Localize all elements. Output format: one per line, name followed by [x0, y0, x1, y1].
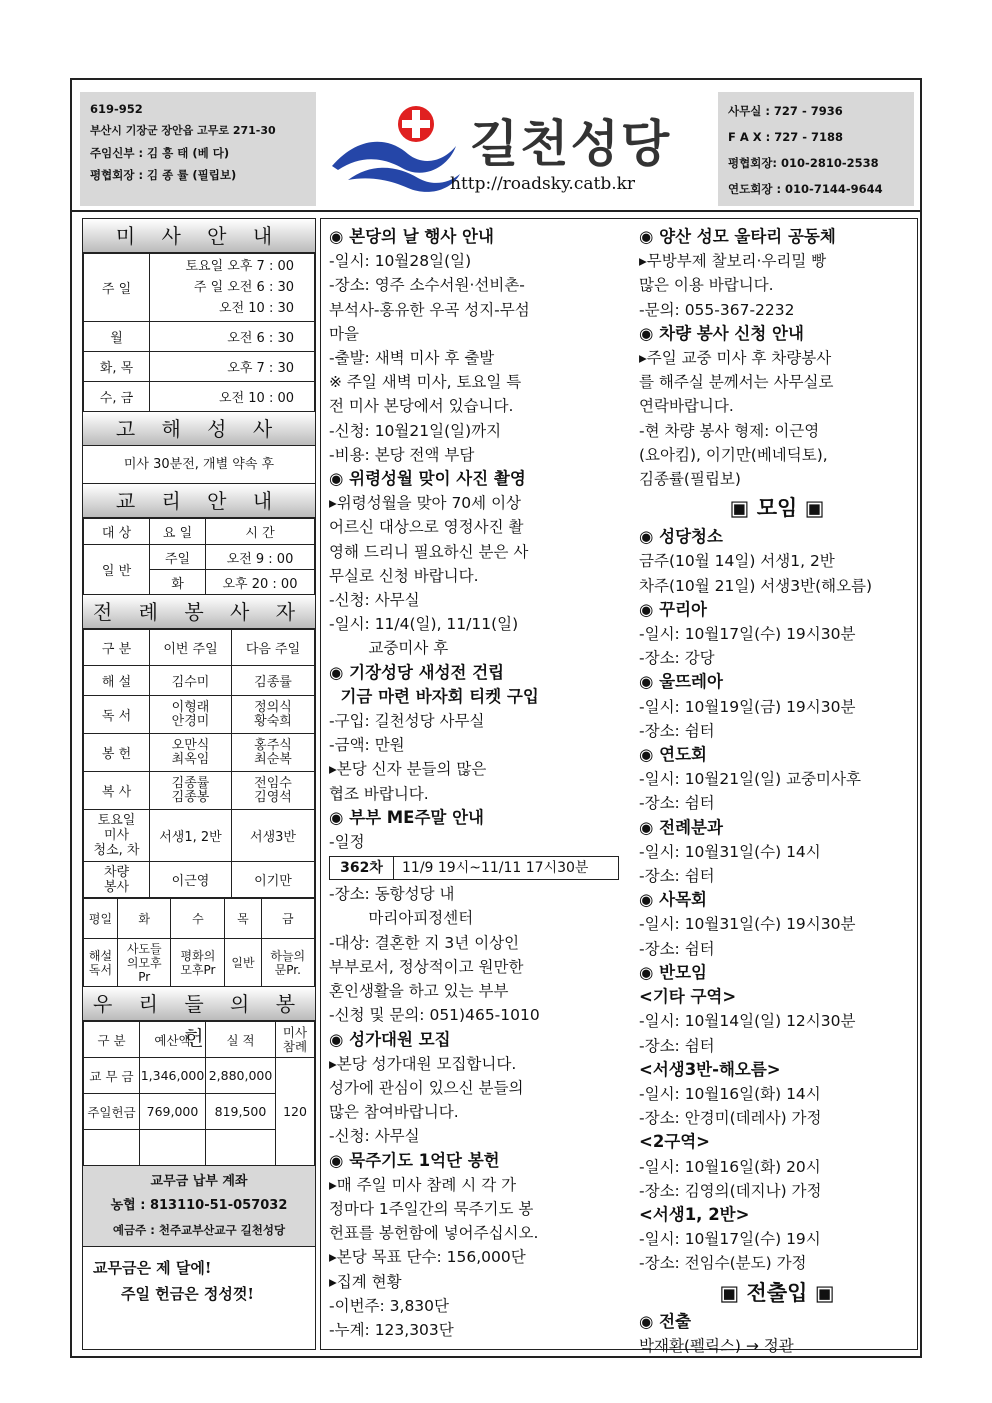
- catechism-day: 주일: [150, 545, 206, 570]
- servers-next: 이기만: [232, 862, 315, 898]
- news-line: -장소: 쉼터: [639, 794, 715, 813]
- news-line: -일시: 10월16일(화) 20시: [639, 1157, 821, 1176]
- news-line: -일시: 10월28일(일): [329, 252, 472, 271]
- section-heading: ◉ 성당청소: [639, 527, 723, 547]
- mass-time: 오전 6 : 30: [150, 322, 315, 352]
- news-line: -일정: [329, 833, 365, 852]
- mass-sunday-label: 주 일: [84, 254, 150, 322]
- note-line: 주일 헌금은 정성껏!: [121, 1285, 254, 1303]
- offering-budget: 769,000: [140, 1094, 206, 1130]
- news-line: (요아킴), 이기만(베네딕토),: [639, 445, 828, 464]
- account-holder: 예금주 : 천주교부산교구 길천성당: [112, 1223, 286, 1237]
- mass-day: 월: [84, 322, 150, 352]
- news-line: -장소: 쉼터: [639, 721, 715, 740]
- servers-this: 서생1, 2반: [150, 810, 232, 862]
- news-line: -장소: 강당: [639, 649, 715, 668]
- group-heading: ▣ 모임 ▣: [729, 496, 825, 521]
- news-line: ▸본당 신자 분들의 많은: [329, 760, 487, 779]
- offering-header: 실 적: [206, 1022, 276, 1058]
- servers-role: 해 설: [84, 666, 150, 696]
- catechism-title: 교 리 안 내: [83, 484, 315, 518]
- weekday-table: [83, 898, 315, 987]
- offering-budget: 1,346,000: [140, 1058, 206, 1094]
- yeondo-phone: 연도회장 : 010-7144-9644: [728, 182, 883, 196]
- news-line: -누계: 123,303단: [329, 1320, 454, 1339]
- news-line: -현 차량 봉사 형제: 이근영: [639, 421, 820, 440]
- schedule-dates: 11/9 19시~11/11 17시30분: [402, 860, 589, 877]
- servers-this: 김종률 김종봉: [150, 772, 232, 810]
- servers-next: 전임수 김영석: [232, 772, 315, 810]
- bulletin-frame: [70, 78, 922, 1358]
- note-line: 교무금은 제 달에!: [93, 1259, 212, 1277]
- sub-heading: <서생1, 2반>: [639, 1204, 750, 1224]
- news-line: 혼인생활을 하고 있는 부부: [329, 982, 509, 1001]
- catechism-time: 오후 20 : 00: [206, 570, 315, 595]
- servers-next: 서생3반: [232, 810, 315, 862]
- parish-title: 길천성당: [470, 115, 672, 173]
- catechism-time: 오전 9 : 00: [206, 545, 315, 570]
- weekday-header: 목: [225, 899, 261, 939]
- group-heading: ▣ 전출입 ▣: [719, 1280, 835, 1305]
- parish-info-box: [80, 92, 316, 206]
- news-line: -일시: 10월16일(화) 14시: [639, 1084, 821, 1103]
- news-line: 협조 바랍니다.: [329, 784, 429, 803]
- news-line: 마리아피정센터: [329, 909, 474, 928]
- offering-title: 우 리 들 의 봉 헌: [83, 987, 315, 1021]
- news-line: 많은 이용 바랍니다.: [639, 276, 774, 295]
- news-line: 김종률(필립보): [639, 470, 741, 489]
- news-line: -일시: 10월19일(금) 19시30분: [639, 697, 856, 716]
- weekday-header: 평일: [84, 899, 118, 939]
- news-line: -출발: 새벽 미사 후 출발: [329, 349, 495, 368]
- news-line: -신청: 사무실: [329, 591, 420, 610]
- news-line: -구입: 길천성당 사무실: [329, 712, 485, 731]
- offering-actual: 819,500: [206, 1094, 276, 1130]
- weekday-cell: 사도들 의모후 Pr: [118, 939, 171, 987]
- sub-heading: <서생3반-해오름>: [639, 1059, 781, 1079]
- office-phone: 사무실 : 727 - 7936: [728, 104, 843, 118]
- weekday-cell: 해설 독서: [84, 939, 118, 987]
- news-line: 교중미사 후: [329, 639, 449, 658]
- news-line: 차주(10월 21일) 서생3반(해오름): [639, 576, 873, 595]
- address: 부산시 기장군 장안읍 고무로 271-30: [90, 124, 276, 137]
- account-bank: 농협 : 813110-51-057032: [110, 1198, 288, 1213]
- section-heading: ◉ 사목회: [639, 890, 707, 910]
- servers-this: 이근영: [150, 862, 232, 898]
- news-line: 어르신 대상으로 영정사진 촬: [329, 518, 524, 537]
- catechism-day: 화: [150, 570, 206, 595]
- weekday-header: 화: [118, 899, 171, 939]
- servers-header: 다음 주일: [232, 630, 315, 666]
- weekday-header: 금: [261, 899, 314, 939]
- news-line: ▸매 주일 미사 참례 시 각 가: [329, 1175, 517, 1194]
- servers-role: 봉 헌: [84, 734, 150, 772]
- news-line: -일시: 10월17일(수) 19시: [639, 1230, 821, 1249]
- servers-role: 토요일 미사 청소, 차: [84, 810, 150, 862]
- offering-header: 미사 참례: [276, 1022, 315, 1058]
- news-line: 헌표를 봉헌함에 넣어주십시오.: [329, 1224, 539, 1243]
- offering-label: 교 무 금: [84, 1058, 140, 1094]
- news-line: -장소: 안경미(데레사) 가정: [639, 1109, 822, 1128]
- news-line: ▸위령성월을 맞아 70세 이상: [329, 494, 522, 513]
- news-line: -문의: 055-367-2232: [639, 300, 795, 319]
- zip-code: 619-952: [90, 102, 143, 116]
- news-line: -신청 및 문의: 051)465-1010: [329, 1006, 540, 1025]
- news-line: -장소: 영주 소수서원·선비촌-: [329, 276, 525, 295]
- section-heading: ◉ 차량 봉사 신청 안내: [639, 323, 804, 343]
- section-heading: 기금 마련 바자회 티켓 구입: [329, 686, 539, 706]
- offering-header: 구 분: [84, 1022, 140, 1058]
- news-line: -일시: 10월31일(수) 19시30분: [639, 915, 856, 934]
- news-line: -장소: 쉼터: [639, 1036, 715, 1055]
- mass-time: 오후 7 : 30: [150, 352, 315, 382]
- section-heading: ◉ 기장성당 새성전 건립: [329, 662, 505, 682]
- section-heading: ◉ 부부 ME주말 안내: [329, 807, 484, 827]
- news-line: -일시: 10월14일(일) 12시30분: [639, 1012, 856, 1031]
- servers-next: 홍주식 최순복: [232, 734, 315, 772]
- news-line: -장소: 동항성당 내: [329, 885, 455, 904]
- mass-day: 화, 목: [84, 352, 150, 382]
- news-line: 연락바랍니다.: [639, 397, 734, 416]
- section-heading: ◉ 성가대원 모집: [329, 1029, 451, 1049]
- news-line: ▸무방부제 찰보리·우리밀 빵: [639, 252, 827, 271]
- servers-this: 이형래 안경미: [150, 696, 232, 734]
- news-line: ▸주일 교중 미사 후 차량봉사: [639, 349, 832, 368]
- sub-heading: <기타 구역>: [639, 987, 737, 1007]
- news-line: -신청: 10월21일(일)까지: [329, 421, 502, 440]
- news-line: -일시: 10월21일(일) 교중미사후: [639, 770, 861, 789]
- council-phone: 평협회장: 010-2810-2538: [728, 156, 879, 170]
- mass-time: 주 일 오전 6 : 30: [193, 280, 294, 295]
- mass-table: [83, 253, 315, 412]
- pastor: 주임신부 : 김 흥 태 (베 다): [90, 146, 230, 160]
- schedule-session: 362차: [330, 857, 394, 879]
- section-heading: ◉ 위령성월 맞이 사진 촬영: [329, 469, 526, 489]
- news-column-right: [639, 225, 915, 1358]
- news-line: 금주(10월 14일) 서생1, 2반: [639, 552, 835, 571]
- sub-heading: <2구역>: [639, 1132, 711, 1152]
- left-column: [82, 218, 316, 1350]
- right-section: [320, 218, 918, 1355]
- news-line: -일시: 10월31일(수) 14시: [639, 842, 821, 861]
- section-heading: ◉ 반모임: [639, 962, 707, 982]
- offering-attendance: 120: [276, 1058, 315, 1166]
- section-heading: ◉ 울뜨레아: [639, 672, 723, 692]
- bottom-note: [83, 1247, 315, 1315]
- news-line: 무실로 신청 바랍니다.: [329, 566, 479, 585]
- mass-time: 오전 10 : 30: [219, 301, 294, 316]
- news-line: -대상: 결혼한 지 3년 이상인: [329, 933, 520, 952]
- servers-role: 차량 봉사: [84, 862, 150, 898]
- catechism-header: 요 일: [150, 519, 206, 545]
- catechism-table: [83, 518, 315, 595]
- news-line: 부부로서, 정상적이고 원만한: [329, 957, 524, 976]
- news-line: -장소: 쉼터: [639, 867, 715, 886]
- mass-time: 오전 10 : 00: [150, 382, 315, 412]
- news-line: -장소: 김영의(데지나) 가정: [639, 1181, 822, 1200]
- news-line: -일시: 11/4(일), 11/11(일): [329, 615, 519, 634]
- news-line: ▸본당 목표 단수: 156,000단: [329, 1248, 526, 1267]
- news-line: ※ 주일 새벽 미사, 토요일 특: [329, 373, 522, 392]
- account-box: [83, 1166, 315, 1247]
- weekday-cell: 평화의 모후Pr: [171, 939, 225, 987]
- news-line: 를 해주실 분께서는 사무실로: [639, 373, 834, 392]
- news-line: 부석사-홍유한 우곡 성지-무섬: [329, 300, 530, 319]
- parish-url[interactable]: http://roadsky.catb.kr: [450, 174, 636, 194]
- servers-role: 복 사: [84, 772, 150, 810]
- servers-next: 김종률: [232, 666, 315, 696]
- contact-box: [718, 92, 914, 206]
- header-divider: [72, 210, 920, 212]
- confession-title: 고 해 성 사: [83, 412, 315, 446]
- news-line: -이번주: 3,830단: [329, 1296, 450, 1315]
- section-heading: ◉ 양산 성모 울타리 공동체: [639, 227, 836, 246]
- mass-day: 수, 금: [84, 382, 150, 412]
- catechism-header: 시 간: [206, 519, 315, 545]
- servers-this: 오만식 최옥임: [150, 734, 232, 772]
- servers-table: [83, 629, 315, 898]
- news-line: 마을: [329, 324, 359, 343]
- news-column-left: [329, 225, 619, 1342]
- offering-header: 예산액: [140, 1022, 206, 1058]
- news-line: 정마다 1주일간의 묵주기도 봉: [329, 1199, 534, 1218]
- catechism-group: 일 반: [84, 545, 150, 595]
- council-president: 평협회장 : 김 종 률 (필립보): [90, 168, 237, 182]
- news-line: -장소: 전임수(분도) 가정: [639, 1254, 807, 1273]
- section-heading: ◉ 묵주기도 1억단 봉헌: [329, 1150, 500, 1170]
- weekday-header: 수: [171, 899, 225, 939]
- section-heading: ◉ 연도회: [639, 745, 707, 765]
- fax: F A X : 727 - 7188: [728, 130, 844, 144]
- servers-title: 전 례 봉 사 자: [83, 595, 315, 629]
- servers-role: 독 서: [84, 696, 150, 734]
- offering-label: 주일헌금: [84, 1094, 140, 1130]
- offering-actual: 2,880,000: [206, 1058, 276, 1094]
- servers-header: 이번 주일: [150, 630, 232, 666]
- section-heading: ◉ 전출: [639, 1311, 692, 1331]
- news-line: -일시: 10월17일(수) 19시30분: [639, 625, 856, 644]
- news-line: 박재환(펠릭스) → 정관: [639, 1336, 794, 1355]
- news-line: 전 미사 본당에서 있습니다.: [329, 397, 514, 416]
- weekday-cell: 일반: [225, 939, 261, 987]
- servers-next: 정의식 황숙희: [232, 696, 315, 734]
- mass-title: 미 사 안 내: [83, 219, 315, 253]
- weekday-cell: 하늘의 문Pr.: [261, 939, 314, 987]
- section-heading: ◉ 꾸리아: [639, 599, 707, 619]
- section-heading: ◉ 본당의 날 행사 안내: [329, 227, 494, 246]
- news-line: ▸집계 현황: [329, 1272, 402, 1291]
- confession-text: 미사 30분전, 개별 약속 후: [83, 446, 315, 484]
- account-title: 교무금 납부 계좌: [150, 1174, 248, 1189]
- catechism-header: 대 상: [84, 519, 150, 545]
- news-line: -금액: 만원: [329, 736, 405, 755]
- news-line: -신청: 사무실: [329, 1127, 420, 1146]
- news-line: ▸본당 성가대원 모집합니다.: [329, 1054, 517, 1073]
- news-line: 영해 드리니 필요하신 분은 사: [329, 542, 529, 561]
- servers-this: 김수미: [150, 666, 232, 696]
- news-line: 성가에 관심이 있으신 분들의: [329, 1078, 524, 1097]
- news-line: -장소: 쉼터: [639, 939, 715, 958]
- news-line: 많은 참여바랍니다.: [329, 1103, 459, 1122]
- news-line: -비용: 본당 전액 부담: [329, 445, 475, 464]
- header: [80, 90, 914, 208]
- section-heading: ◉ 전례분과: [639, 817, 723, 837]
- schedule-box: [329, 856, 619, 880]
- mass-time: 토요일 오후 7 : 00: [185, 259, 294, 274]
- servers-header: 구 분: [84, 630, 150, 666]
